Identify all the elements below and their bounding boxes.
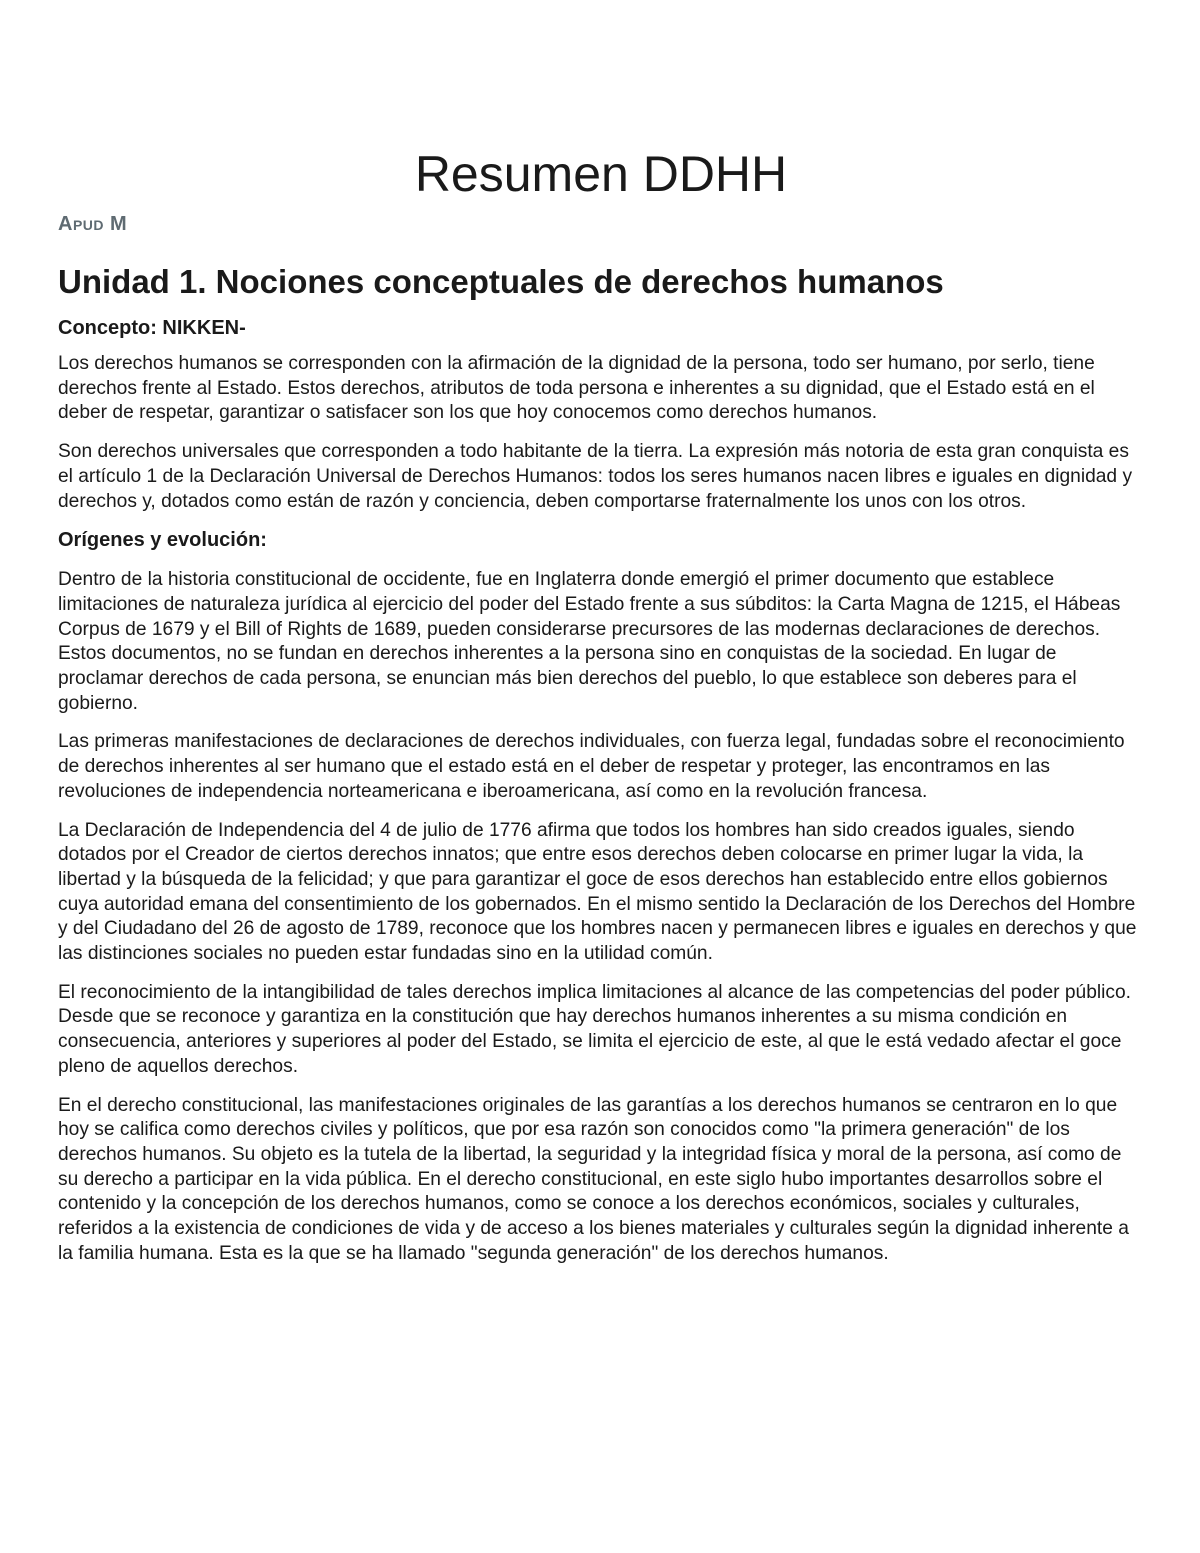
paragraph: En el derecho constitucional, las manifestaciones originales de las garantías a los derechos humanos se centraron en lo que hoy se califica como derechos civiles y políticos, que por esa razón son conocidos como "la primera generación" de los derechos humanos. Su objeto es la tutela de la libertad, la seguridad y la integridad física y moral de la persona, así como de su derecho a participar en la vida pública. En el derecho constitucional, en este siglo hubo importantes desarrollos sobre el contenido y la concepción de los derechos humanos, como se conoce a los derechos económicos, sociales y culturales, referidos a la existencia de condiciones de vida y de acceso a los bienes materiales y culturales según la dignidad inherente a la familia humana. Esta es la que se ha llamado "segunda generación" de los derechos humanos. <box>58 1094 1129 1264</box>
section-heading-concepto: Concepto: NIKKEN- <box>58 317 246 339</box>
section-heading-origenes: Orígenes y evolución: <box>58 529 267 552</box>
document-title: Resumen DDHH <box>414 146 788 202</box>
paragraph: Dentro de la historia constitucional de occidente, fue en Inglaterra donde emergió el primer documento que establece limitaciones de naturaleza jurídica al ejercicio del poder del Estado frente a sus súbditos: la Carta Magna de 1215, el Hábeas Corpus de 1679 y el Bill of Rights de 1689, pueden considerarse precursores de las modernas declaraciones de derechos. Estos documentos, no se fundan en derechos inherentes a la persona sino en conquistas de la sociedad. En lugar de proclamar derechos de cada persona, se enuncian más bien derechos del pueblo, lo que establece son deberes para el gobierno. <box>58 569 1121 714</box>
section-origenes <box>58 526 1144 1266</box>
paragraph: La Declaración de Independencia del 4 de julio de 1776 afirma que todos los hombres han sido creados iguales, siendo dotados por el Creador de ciertos derechos innatos; que entre esos derechos deben colocarse en primer lugar la vida, la libertad y la búsqueda de la felicidad; y que para garantizar el goce de esos derechos han establecido entre ellos gobiernos cuya autoridad emana del consentimiento de los gobernados. En el mismo sentido la Declaración de los Derechos del Hombre y del Ciudadano del 26 de agosto de 1789, reconoce que los hombres nacen y permanecen libres e iguales en derechos y que las distinciones sociales no pueden estar fundadas sino en la utilidad común. <box>58 819 1137 965</box>
paragraph: Son derechos universales que corresponden a todo habitante de la tierra. La expresión más notoria de esta gran conquista es el artículo 1 de la Declaración Universal de Derechos Humanos: todos los seres humanos nacen libres e iguales en dignidad y derechos y, dotados como están de razón y conciencia, deben comportarse fraternalmente los unos con los otros. <box>58 441 1133 512</box>
document-author: Apud M <box>58 213 128 235</box>
unit-heading: Unidad 1. Nociones conceptuales de derechos humanos <box>58 263 944 300</box>
paragraph: Las primeras manifestaciones de declaraciones de derechos individuales, con fuerza legal, fundadas sobre el reconocimiento de derechos inherentes al ser humano que el estado está en el deber de respetar y proteger, las encontramos en las revoluciones de independencia norteamericana e iberoamericana, así como en la revolución francesa. <box>58 731 1125 802</box>
paragraph: El reconocimiento de la intangibilidad de tales derechos implica limitaciones al alcance de las competencias del poder público. Desde que se reconoce y garantiza en la constitución que hay derechos humanos inherentes a su misma condición en consecuencia, anteriores y superiores al poder del Estado, se limita el ejercicio de este, al que le está vedado afectar el goce pleno de aquellos derechos. <box>58 981 1131 1077</box>
document-page <box>58 0 1144 1267</box>
paragraph: Los derechos humanos se corresponden con la afirmación de la dignidad de la persona, todo ser humano, por serlo, tiene derechos frente al Estado. Estos derechos, atributos de toda persona e inherentes a su dignidad, que el Estado está en el deber de respetar, garantizar o satisfacer son los que hoy conocemos como derechos humanos. <box>58 353 1095 424</box>
section-concepto <box>58 314 1144 514</box>
